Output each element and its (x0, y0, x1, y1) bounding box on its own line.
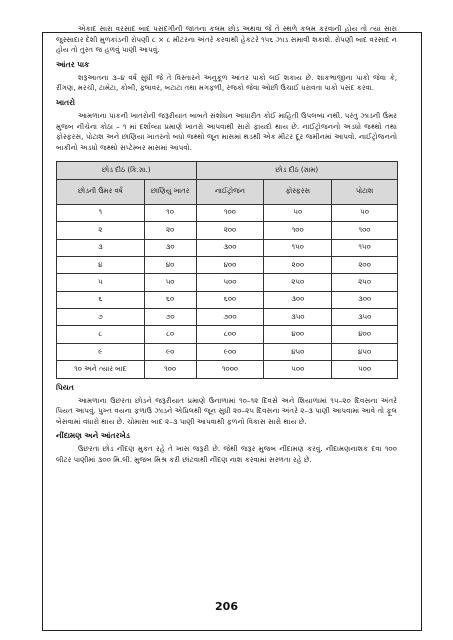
table-cell: ૧૦૦૦ (196, 361, 264, 378)
table-cell: ૭૦૦ (196, 309, 264, 326)
table-cell: ૪૫૦ (264, 343, 332, 360)
table-row (57, 309, 398, 326)
table-row (57, 239, 398, 256)
table-cell: ૪૦૦ (196, 256, 264, 273)
table-cell: ૩૦૦ (332, 291, 398, 308)
table-cell: ૫ (57, 274, 145, 291)
table-group-header-kg: છોડ દીઠ (કિ.ગ્રા.) (57, 162, 197, 179)
table-cell: ૫૦૦ (332, 361, 398, 378)
fertilizer-table (56, 161, 398, 378)
heading-weeding: નીંદામણ અને આંતરખેડ (56, 431, 130, 441)
table-row (57, 204, 398, 221)
table-cell: ૧૦૦ (264, 222, 332, 239)
paragraph-intercrop: શરૂઆતના ૩–૪ વર્ષ સુધી જે તે વિસ્તારને અનુકૂળ આંતર પાકો લઈ શકાય છે. શાકભાજીના પાકો જેવા કે, રીંગણ, મરચી, ટામેટા, કોબી, ફ્લાવર, બટાટા તથા મગફળી, રજકો જેવા ઓછી ઉંચાઈ ધરાવતા પાકો પસંદ કરવા. (56, 72, 397, 93)
table-cell: ૫૦ (144, 274, 196, 291)
intro-paragraph: એકાદ સારા વરસાદ બાદ પસંદગીની જાતના કલમ છોડ અથવા જે તે સ્થળે કલમ કરવાની હોય તો ત્યાં સારા જુસ્સાદાર દેશી મુળકાંડની રોપણી ૮ × ૮ મીટરના અંતરે કરવાથી હેકટરે ૧૫૬ ઝાડ સમાવી શકાશે. રોપણી બાદ વરસાદ ન હોય તો તુરત જ હળવું પાણી આપવું. (56, 24, 397, 55)
table-cell: ૨૦ (144, 222, 196, 239)
table-cell: ૩૦ (144, 239, 196, 256)
table-cell: ૮૦૦ (196, 326, 264, 343)
table-cell: ૧ (57, 204, 145, 221)
table-cell: ૫૦૦ (196, 274, 264, 291)
heading-irrigation: પિયત (56, 382, 74, 392)
table-row (57, 326, 398, 343)
table-cell: ૭૦ (144, 309, 196, 326)
table-cell: ૮ (57, 326, 145, 343)
table-cell: ૧૦૦ (196, 204, 264, 221)
table-cell: ૫૦ (264, 204, 332, 221)
paragraph-weeding: ઉછરતા છોડ નીંદણ મુકત રહે તે ખાસ જરૂરી છે. જેથી જરૂર મુજબ નીંદામણ કરવું. નીંદામણનાશક દવા ૧૦૦ લીટર પાણીમાં ૩૦૦ મિ.લી. મુજબ મિશ્ર કરી છાંટવાથી નીંદણ નાશ કરવામાં સરળતા રહે છે. (56, 444, 397, 465)
table-cell: ૫૦૦ (264, 361, 332, 378)
table-group-header-gram: છોડ દીઠ (ગ્રામ) (196, 162, 397, 179)
table-row (57, 274, 398, 291)
table-cell: ૨૦૦ (264, 256, 332, 273)
table-cell: ૬૦ (144, 291, 196, 308)
table-cell: ૨૫૦ (264, 274, 332, 291)
table-cell: ૬૦૦ (196, 291, 264, 308)
table-cell: ૩૫૦ (332, 309, 398, 326)
table-cell: ૪૫૦ (332, 343, 398, 360)
table-cell: ૯ (57, 343, 145, 360)
table-cell: ૬ (57, 291, 145, 308)
table-cell: ૨ (57, 222, 145, 239)
table-cell: ૪૦૦ (264, 326, 332, 343)
table-header-phosphorus: ફોસ્ફરસ (264, 179, 332, 204)
table-row (57, 291, 398, 308)
paragraph-irrigation: આમળાના ઉછરતા છોડને જરૂરીયાત પ્રમાણે ઉનાળામાં ૧૦–૧૨ દિવસે અને શિયાળામાં ૧૫–૨૦ દિવસના અંતરે પિયત આપવું. પુખ્ત વયના ફળાઉ ઝાડને એપ્રિલથી જૂન સુધી ૨૦–૨૫ દિવસના અંતરે ૨–૩ પાણી આપવામાં આવે તો ફૂલ બેસવામાં વધારો થાય છે. ચોમાસા બાદ ૨–૩ પાણી આપવાથી ફળનો વિકાસ સારો થાય છે. (56, 395, 397, 426)
table-cell: ૧૦૦ (332, 222, 398, 239)
table-cell: ૨૦૦ (196, 222, 264, 239)
page-number: 206 (215, 600, 238, 613)
table-cell: ૯૦૦ (196, 343, 264, 360)
table-cell: ૪૦ (144, 256, 196, 273)
table-cell: ૩૦૦ (196, 239, 264, 256)
table-header-nitrogen: નાઈટ્રોજન (196, 179, 264, 204)
table-row (57, 222, 398, 239)
heading-intercrop: આંતર પાક (56, 59, 90, 69)
table-row (57, 343, 398, 360)
table-cell: ૧૫૦ (264, 239, 332, 256)
table-cell: ૯૦ (144, 343, 196, 360)
table-cell: ૪ (57, 256, 145, 273)
table-cell: ૪૦૦ (332, 326, 398, 343)
table-cell: ૧૫૦ (332, 239, 398, 256)
table-header-manure: છાણિયું ખાતર (144, 179, 196, 204)
table-cell: ૨૫૦ (332, 274, 398, 291)
table-cell: ૩૦૦ (264, 291, 332, 308)
table-cell: ૧૦ અને ત્યાર બાદ (57, 361, 145, 378)
table-header-potash: પોટાશ (332, 179, 398, 204)
table-cell: ૩ (57, 239, 145, 256)
table-cell: ૧૦ (144, 204, 196, 221)
table-cell: ૭ (57, 309, 145, 326)
table-cell: ૫૦ (332, 204, 398, 221)
table-row (57, 361, 398, 378)
table-header-age: છોડની ઉંમર વર્ષ (57, 179, 145, 204)
table-cell: ૮૦ (144, 326, 196, 343)
heading-fertilizers: ખાતરો (56, 97, 75, 107)
table-cell: ૧૦૦ (144, 361, 196, 378)
paragraph-fertilizers: આમળાના પાકની ખાતરોની જરૂરીયાત બાબતે સંશોધન આધારીત કોઈ માહિતી ઉપલબ્ધ નથી. પરંતુ ઝાડની ઉંમર મુજબ નીચેના કોઠા – ૧ માં દર્શાવ્યા પ્રમાણે ખાતરો આપવાથી સારો ફાયદો થાય છે. નાઈટ્રોજનનો અડધો જથ્થો તથા ફોસ્ફરસ, પોટાશ અને છાણિયા ખાતરનો બધો જથ્થો જૂન માસમાં થડથી એક મીટર દૂર જમીનમાં આપવો. નાઈટ્રોજનનો બાકીનો અડધો જથ્થો સપ્ટેમ્બર માસમાં આપવો. (56, 110, 397, 152)
table-row (57, 256, 398, 273)
table-cell: ૨૦૦ (332, 256, 398, 273)
table-cell: ૩૫૦ (264, 309, 332, 326)
